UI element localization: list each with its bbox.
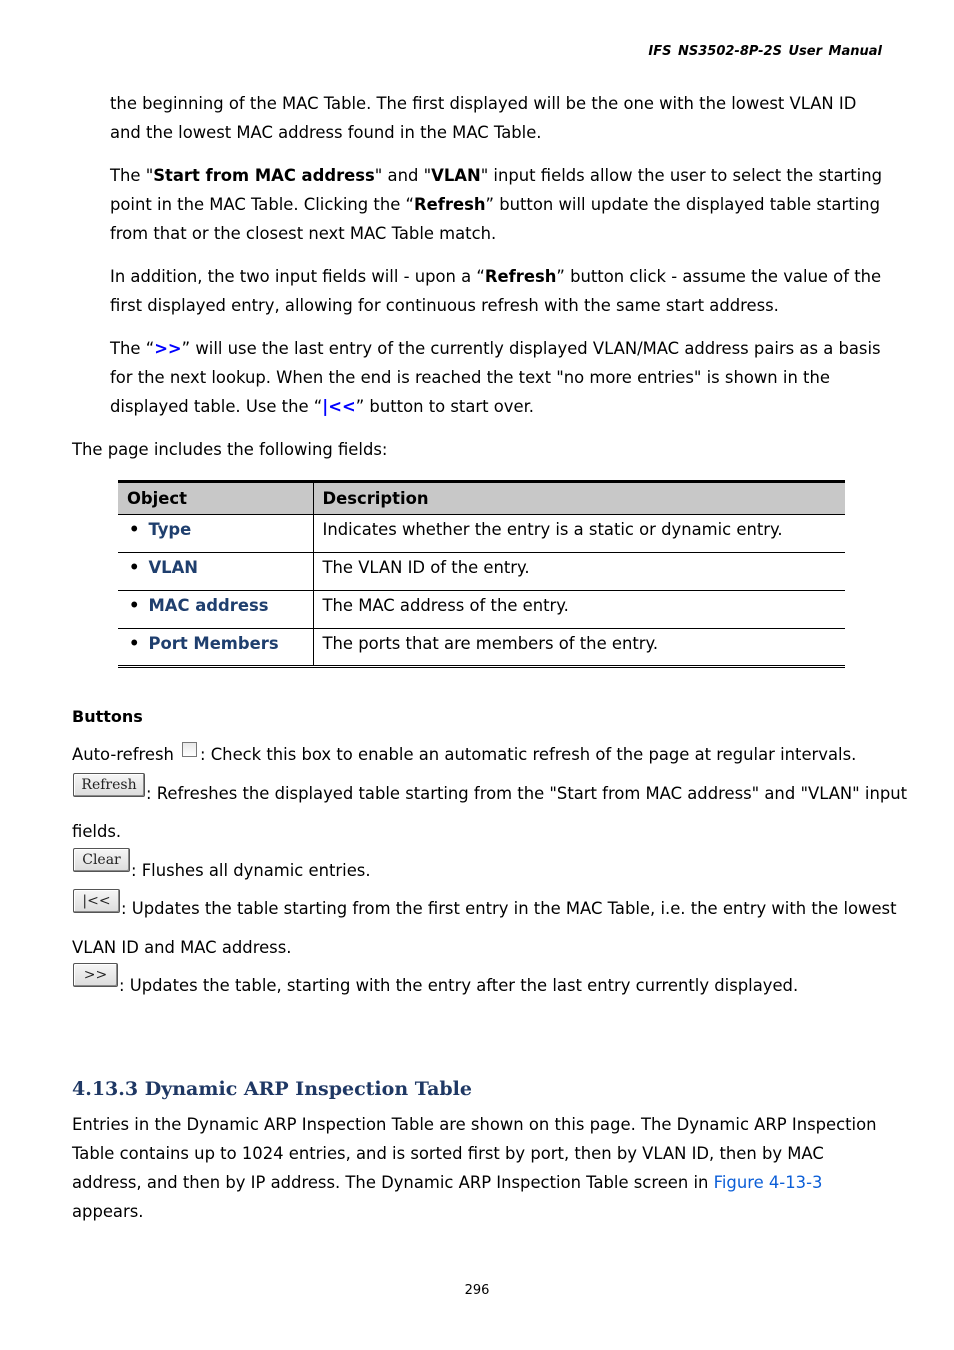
header-description: Description [313,482,845,515]
text-fragment: " and " [374,166,432,185]
bold-term: VLAN [431,166,481,185]
clear-description: : Flushes all dynamic entries. [131,861,371,880]
page-number: 296 [464,1283,490,1298]
text-fragment: Entries in the Dynamic ARP Inspection Table are shown on this page. The Dynamic ARP Inspection Table contains up to 1024 entries, and is sorted first by port, then by VLAN ID, then by MAC address, and then by IP address. The Dynamic ARP Inspection Table screen in [72,1115,877,1192]
fields-table [118,480,845,668]
clear-button[interactable]: Clear [73,848,130,872]
section-heading: 4.13.3 Dynamic ARP Inspection Table [72,1078,472,1100]
text-fragment: ” button will update the displayed table starting from that or the closest next MAC Table match. [110,195,880,243]
description-cell: The ports that are members of the entry. [322,634,659,653]
description-cell: Indicates whether the entry is a static or dynamic entry. [313,515,845,553]
text-fragment: The " [110,166,154,185]
text-fragment: The “ [110,339,155,358]
paragraph-next-lookup [110,334,885,421]
object-name: • MAC address [127,596,268,615]
fields-intro: The page includes the following fields: [72,440,388,459]
object-name: • Type [127,520,191,539]
refresh-description: : Refreshes the displayed table starting from the "Start from MAC address" and "VLAN" input [146,784,908,803]
first-page-button[interactable]: |<< [73,889,120,913]
figure-link[interactable]: Figure 4-13-3 [713,1173,823,1192]
autorefresh-checkbox[interactable] [182,742,197,757]
description-cell: The MAC address of the entry. [313,591,845,629]
description-cell: The VLAN ID of the entry. [313,553,845,591]
next-term: >> [154,339,182,358]
object-cell [118,629,313,667]
table-row [118,629,845,667]
object-name: • VLAN [127,558,198,577]
bold-term: Refresh [414,195,486,214]
autorefresh-label: Auto-refresh [72,745,174,764]
table-row [118,553,845,591]
text-fragment: In addition, the two input fields will - upon a “ [110,267,485,286]
paragraph-start-from-mac [110,161,885,248]
table-row [118,591,845,629]
text-fragment: ” will use the last entry of the currently displayed VLAN/MAC address pairs as a basis for the next lookup. When the end is reached the text "no more entries" is shown in the displayed table. Use the “ [110,339,881,416]
bold-term: Start from MAC address [153,166,375,185]
first-page-description: : Updates the table starting from the first entry in the MAC Table, i.e. the entry with the lowest [121,899,897,918]
object-cell [118,591,313,629]
next-page-description: : Updates the table, starting with the entry after the last entry currently displayed. [119,976,799,995]
header-object: Object [118,482,313,515]
table-header-row [118,482,845,515]
paragraph-text: the beginning of the MAC Table. The first displayed will be the one with the lowest VLAN ID and the lowest MAC address found in the MAC Table. [110,94,857,142]
paragraph-refresh-behavior [110,262,885,320]
refresh-button[interactable]: Refresh [73,773,145,797]
text-fragment: appears. [72,1202,144,1221]
section-body [72,1110,890,1226]
autorefresh-description: : Check this box to enable an automatic refresh of the page at regular intervals. [200,745,857,764]
bold-term: Refresh [484,267,557,286]
text-fragment: ” button to start over. [355,397,535,416]
text-fragment: ” button click - assume the value of the first displayed entry, allowing for continuous refresh with the same start address. [110,267,882,315]
table-row [118,515,845,553]
object-cell [118,515,313,553]
text-fragment: " input fields allow the user to select the starting point in the MAC Table. Clicking the “ [110,166,882,214]
refresh-description-cont: fields. [72,822,122,841]
object-cell [118,553,313,591]
first-term: |<< [322,397,356,416]
paragraph-mac-table-start [110,89,885,147]
next-page-button[interactable]: >> [73,963,118,987]
object-name: • Port Members [127,634,279,653]
buttons-heading: Buttons [72,707,143,726]
document-header: IFS NS3502-8P-2S User Manual [648,44,882,59]
first-page-description-cont: VLAN ID and MAC address. [72,938,292,957]
